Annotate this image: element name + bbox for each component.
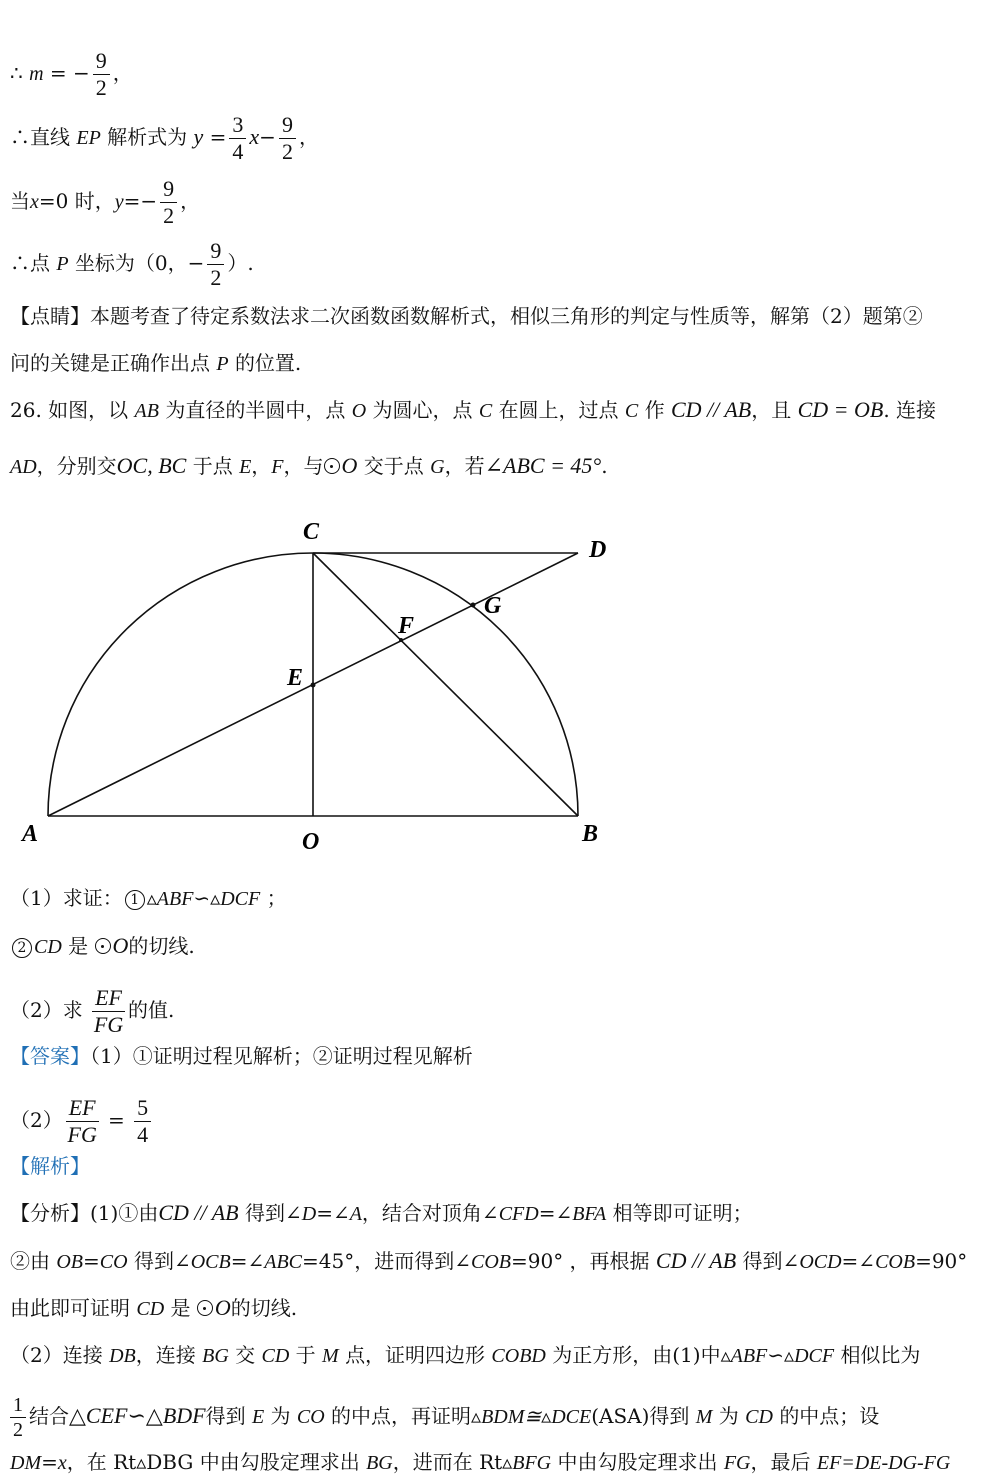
label-F: F <box>398 613 415 639</box>
analysis-line3: 由此即可证明 CD 是 O的切线. <box>10 1295 298 1320</box>
label-A: A <box>22 821 39 847</box>
point-G <box>471 603 476 608</box>
analysis-label: 【分析】 <box>10 1201 90 1225</box>
label-B: B <box>582 821 599 847</box>
circle-dot-icon <box>324 458 340 474</box>
answer-line2: （2） $\frac{EF}{FG}$ = $\frac{5}{4}$ <box>10 1095 154 1148</box>
dianjing-paragraph: 【点睛】本题考查了待定系数法求二次函数函数解析式，相似三角形的判定与性质等，解第（2）题第② <box>10 304 923 328</box>
line-x-zero: 当x=0 时，y=− $\frac{9}{2}$ ， <box>10 176 201 228</box>
part-1-line1: （1）求证： 1 ▵ABF∽▵DCF ； <box>10 886 287 910</box>
analysis-line4: （2）连接 DB，连接 BG 交 CD 于 M 点，证明四边形 COBD 为正方形，由(1)中▵ABF∽▵DCF 相似比为 <box>10 1343 921 1367</box>
jiexi-heading <box>10 1152 90 1180</box>
circle-dot-icon <box>95 938 111 954</box>
question-26-line1: 26. 如图，以 AB 为直径的半圆中，点 O 为圆心，点 C 在圆上，过点 C 作 CD // AB，且 CD = OB. 连接 <box>10 397 937 422</box>
dianjing-paragraph-cont: 问的关键是正确作出点 P 的位置. <box>10 351 302 375</box>
analysis-line2: ②由 OB=CO 得到∠OCB=∠ABC=45°，进而得到∠COB=90° ，再根据 CD // AB 得到∠OCD=∠COB=90° <box>10 1248 968 1273</box>
question-26-line2: AD，分别交OC, BC 于点 E，F，与 O 交于点 G，若∠ABC = 45°. <box>10 453 608 478</box>
part-1-line2: 2 CD 是 O的切线. <box>10 932 195 961</box>
label-E: E <box>287 665 304 691</box>
circled-number-2: 2 <box>12 938 32 958</box>
answer-label: 【答案】 <box>10 1044 90 1068</box>
label-C: C <box>303 519 320 545</box>
label-D: D <box>589 537 607 563</box>
circle-dot-icon <box>197 1300 213 1316</box>
analysis-line6: DM=x，在 Rt▵DBG 中由勾股定理求出 BG，进而在 Rt▵BFG 中由勾股定理求出 FG，最后 EF=DE-DG-FG <box>10 1450 951 1474</box>
label-O: O <box>302 829 320 855</box>
line-p-coordinate: ∴点 P 坐标为（0，− $\frac{9}{2}$ ）. <box>10 238 254 290</box>
segment-CB <box>313 553 578 816</box>
analysis-line5: $\frac{1}{2}$ 结合△CEF∽△BDF得到 E 为 CO 的中点，再证明▵BDM≅▵DCE(ASA)得到 M 为 CD 的中点；设 <box>10 1393 879 1442</box>
part-2-question: （2）求 $\frac{EF}{FG}$ 的值. <box>10 985 175 1037</box>
line-m-value: ∴ m = − $\frac{9}{2}$ ， <box>10 48 133 100</box>
point-E <box>311 683 316 688</box>
dianjing-label: 【点睛】 <box>10 304 90 328</box>
jiexi-label: 【解析】 <box>10 1154 90 1178</box>
analysis-line1: 【分析】(1)①由CD // AB 得到∠D=∠A，结合对顶角∠CFD=∠BFA 相等即可证明； <box>10 1200 753 1225</box>
answer-line1: 【答案】（1）①证明过程见解析；②证明过程见解析 <box>10 1044 473 1068</box>
label-G: G <box>484 593 502 619</box>
line-ep-expression: ∴直线 EP 解析式为 y = $\frac{3}{4}$ x− $\frac{9}{2}$ ， <box>10 112 319 164</box>
geometry-figure <box>0 505 700 865</box>
circled-number-1: 1 <box>125 890 145 910</box>
